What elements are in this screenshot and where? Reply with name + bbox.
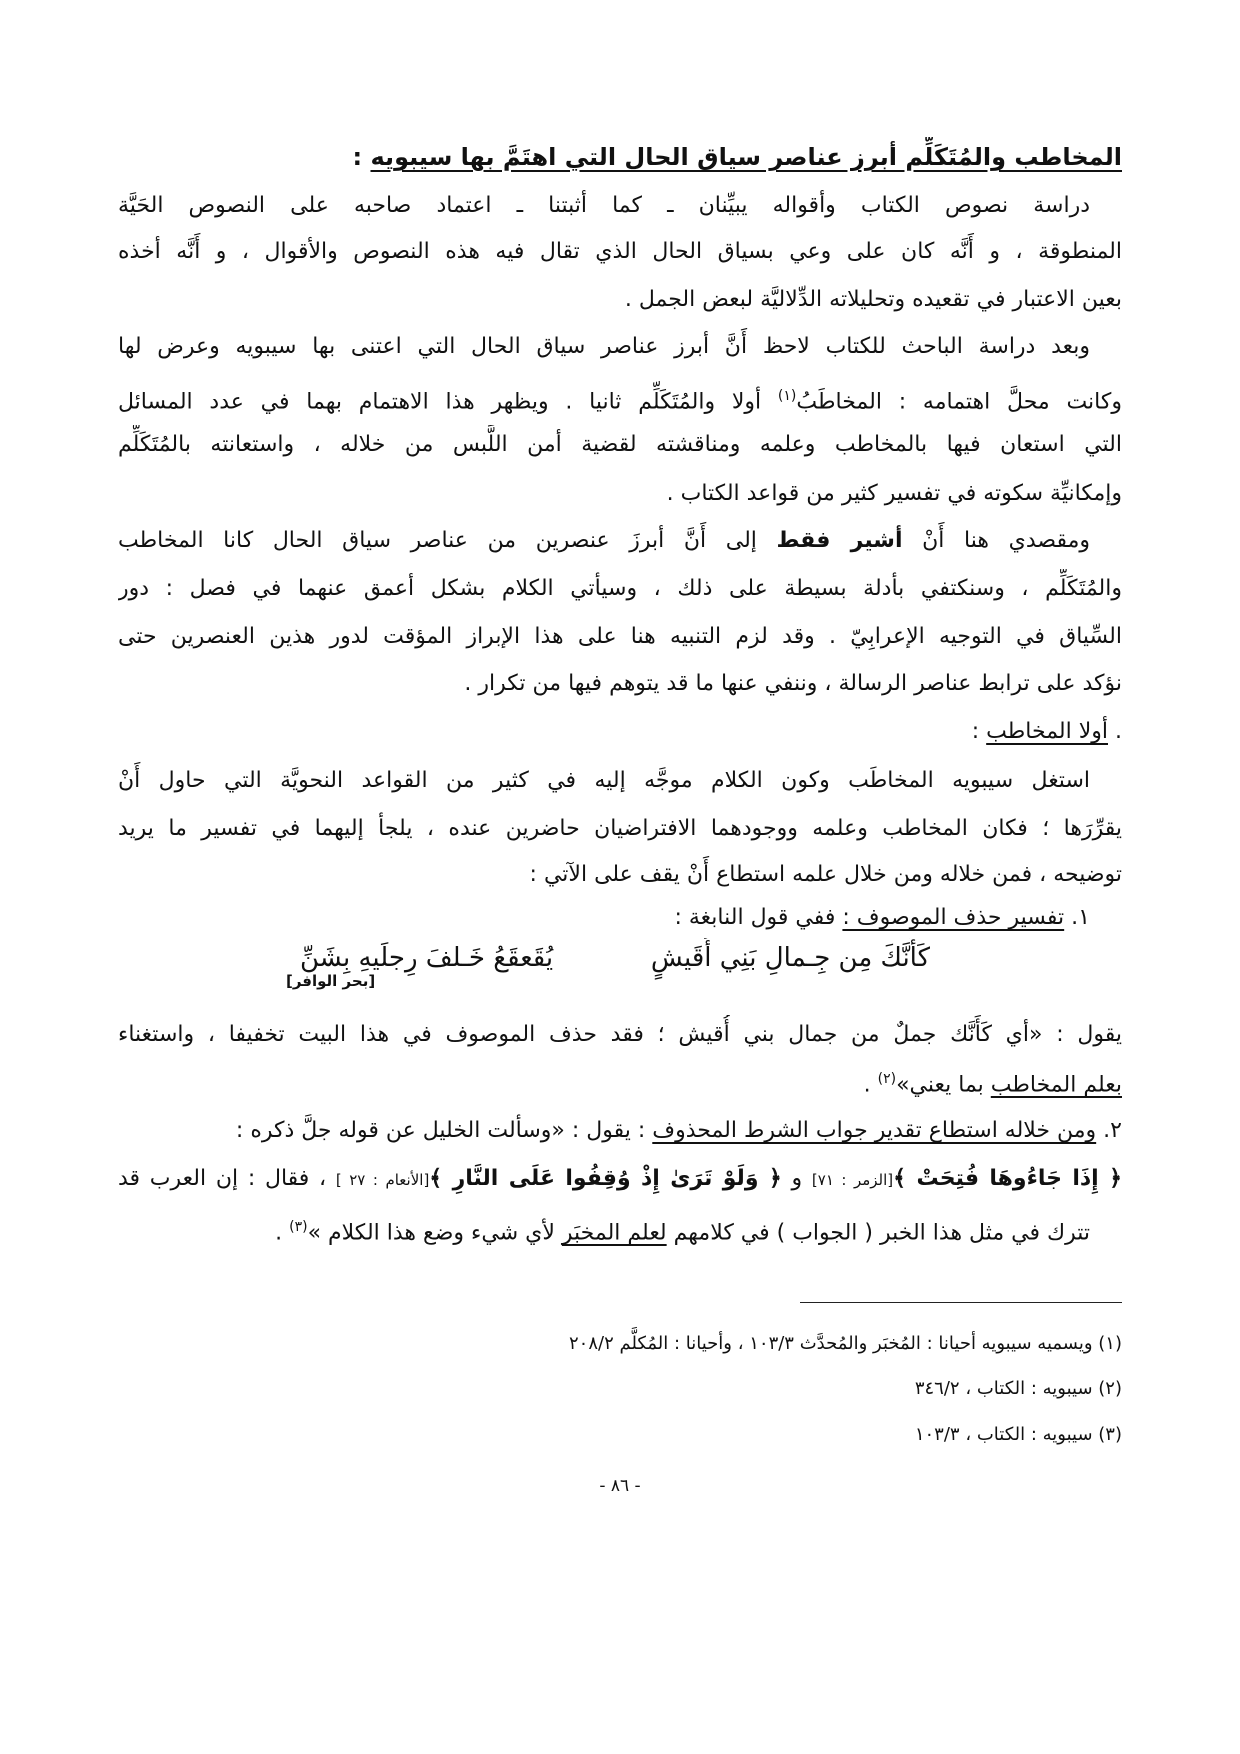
page-number: - ٨٦ - bbox=[599, 1476, 641, 1496]
item2-line3 bbox=[118, 1207, 1090, 1253]
para1-line1: دراسة نصوص الكتاب وأقواله يبيِّنان ـ كما أثبتنا ـ اعتماد صاحبه على النصوص الحَيَّة bbox=[118, 193, 1090, 218]
para3-line1 bbox=[118, 521, 1090, 561]
quote1-line2-c: . bbox=[863, 1072, 878, 1098]
para3-line1-a: ومقصدي هنا أَنْ bbox=[902, 528, 1090, 553]
item2-and: و bbox=[781, 1166, 812, 1191]
poetry-verse bbox=[300, 938, 930, 984]
heading-colon: : bbox=[352, 143, 371, 171]
footnote-separator bbox=[800, 1302, 1122, 1303]
item2-line1 bbox=[118, 1111, 1122, 1151]
para4-line3: توضيحه ، فمن خلاله ومن خلال علمه استطاع أَنْ يقف على الآتي : bbox=[529, 862, 1122, 887]
footnote-1: (١) ويسميه سيبويه أحيانا : المُخبَر والمُحدَّث ١٠٣/٣ ، وأحيانا : المُكلَّم ٢٠٨/٢ bbox=[569, 1333, 1122, 1354]
subsection-colon: : bbox=[971, 719, 987, 744]
footnote-ref-2: (٢) bbox=[877, 1071, 897, 1087]
para3-line4: نؤكد على ترابط عناصر الرسالة ، وننفي عنها ما قد يتوهم فيها من تكرار . bbox=[464, 671, 1122, 696]
para1-line2: المنطوقة ، و أَنَّه كان على وعي بسياق الحال الذي تقال فيه هذه النصوص والأقوال ، و أَنَّه أخذه bbox=[118, 239, 1122, 264]
quote1-line2-b: بما يعني» bbox=[896, 1072, 991, 1098]
footnote-ref-1: (١) bbox=[777, 388, 797, 404]
footnote-3: (٣) سيبويه : الكتاب ، ١٠٣/٣ bbox=[914, 1424, 1122, 1445]
item1-number: ١. bbox=[1064, 905, 1090, 930]
para4-line2: يقرِّرَها ؛ فكان المخاطب وعلمه ووجودهما الافتراضيان حاضرين عنده ، يلجأ إليهما في تفسير ما يريد bbox=[118, 816, 1122, 841]
para1-line3: بعين الاعتبار في تقعيده وتحليلاته الدِّلاليَّة لبعض الجمل . bbox=[624, 287, 1122, 312]
verse-hemistich-1: كَأَنَّكَ مِن جِـمالِ بَنِي أُقَيشٍ bbox=[650, 943, 930, 973]
item2-after: ، فقال : إن العرب قد bbox=[118, 1166, 336, 1191]
quran-verse-2: ﴿ وَلَوْ تَرَىٰ إِذْ وُقِفُوا عَلَى النَّارِ ﴾ bbox=[429, 1166, 782, 1191]
item2-rest: : يقول : «وسألت الخليل عن قوله جلَّ ذكره : bbox=[235, 1118, 653, 1143]
quote1-line2 bbox=[118, 1059, 1122, 1105]
quran-ref-1: [الزمر : ٧١] bbox=[811, 1171, 894, 1189]
footnote-ref-3: (٣) bbox=[289, 1219, 308, 1235]
quran-verse-1: ﴿ إِذَا جَاءُوهَا فُتِحَتْ ﴾ bbox=[893, 1166, 1122, 1191]
item2-title: ومن خلاله استطاع تقدير جواب الشرط المحذوف bbox=[652, 1118, 1097, 1143]
subsection-heading bbox=[118, 712, 1122, 752]
quran-ref-2: [الأنعام : ٢٧ ] bbox=[335, 1171, 430, 1189]
para3-bold: أشير فقط bbox=[776, 528, 903, 553]
item1-title: تفسير حذف الموصوف : bbox=[842, 905, 1065, 930]
item1-rest: ففي قول النابغة : bbox=[674, 905, 843, 930]
item2-line3-c: لأي شيء وضع هذا الكلام » bbox=[307, 1220, 562, 1246]
item2-line3-d: . bbox=[275, 1220, 290, 1246]
para3-line3: السِّياق في التوجيه الإعرابِيّ . وقد لزم التنبيه هنا على هذا الإبراز المؤقت لدور هذين العنصرين حتى bbox=[118, 624, 1122, 649]
subsection-title: أولا المخاطب bbox=[986, 719, 1108, 744]
para2-line3: التي استعان فيها بالمخاطب وعلمه ومناقشته لقضية أمن اللَّبس من خلاله ، واستعانته بالمُتَكَلِّم bbox=[118, 432, 1122, 457]
quote1-line1: يقول : «أي كَأَنَّك جملٌ من جمال بني أُقيش ؛ فقد حذف الموصوف في هذا البيت تخفيفا ، واستغناء bbox=[118, 1022, 1122, 1047]
heading-title: المخاطب والمُتَكَلِّم أبرز عناصر سياق الحال التي اهتَمَّ بها سيبويه bbox=[370, 143, 1122, 171]
para4-line1: استغل سيبويه المخاطَب وكون الكلام موجَّه إليه في كثير من القواعد النحويَّة التي حاول أَنْ bbox=[118, 768, 1090, 793]
para2-line4: وإمكانيِّة سكوته في تفسير كثير من قواعد الكتاب . bbox=[666, 481, 1122, 506]
footnote-2: (٢) سيبويه : الكتاب ، ٣٤٦/٢ bbox=[914, 1378, 1122, 1399]
poetic-meter: [بحر الوافر] bbox=[286, 972, 376, 990]
para2-line2-b: أولا والمُتَكَلِّم ثانيا . ويظهر هذا الاهتمام بهما في عدد المسائل bbox=[118, 389, 778, 415]
item2-number: ٢. bbox=[1096, 1118, 1122, 1143]
item2-line3-a: تترك في مثل هذا الخبر ( الجواب ) في كلامهم bbox=[666, 1220, 1090, 1246]
item1-line bbox=[118, 898, 1090, 938]
item2-line2 bbox=[118, 1159, 1122, 1200]
quote1-underlined: بعلم المخاطب bbox=[990, 1072, 1122, 1098]
section-heading bbox=[118, 137, 1122, 177]
para2-line2-a: وكانت محلَّ اهتمامه : المخاطَبُ bbox=[796, 389, 1122, 415]
verse-hemistich-2: يُقَعقَعُ خَـلفَ رِجلَيهِ بِشَنِّ bbox=[300, 943, 554, 973]
para2-line1: وبعد دراسة الباحث للكتاب لاحظ أَنَّ أبرز عناصر سياق الحال التي اعتنى بها سيبويه وعرض لها bbox=[118, 334, 1090, 359]
para3-line2: والمُتَكَلِّم ، وسنكتفي بأدلة بسيطة على ذلك ، وسيأتي الكلام بشكل أعمق عنهما في فصل : دور bbox=[118, 576, 1122, 601]
item2-underlined: لعلم المخبَر bbox=[561, 1220, 667, 1246]
para2-line2 bbox=[118, 376, 1122, 422]
subsection-prefix: . bbox=[1108, 719, 1122, 744]
para3-line1-c: إلى أَنَّ أبرزَ عنصرين من عناصر سياق الحال كانا المخاطب bbox=[118, 528, 777, 553]
